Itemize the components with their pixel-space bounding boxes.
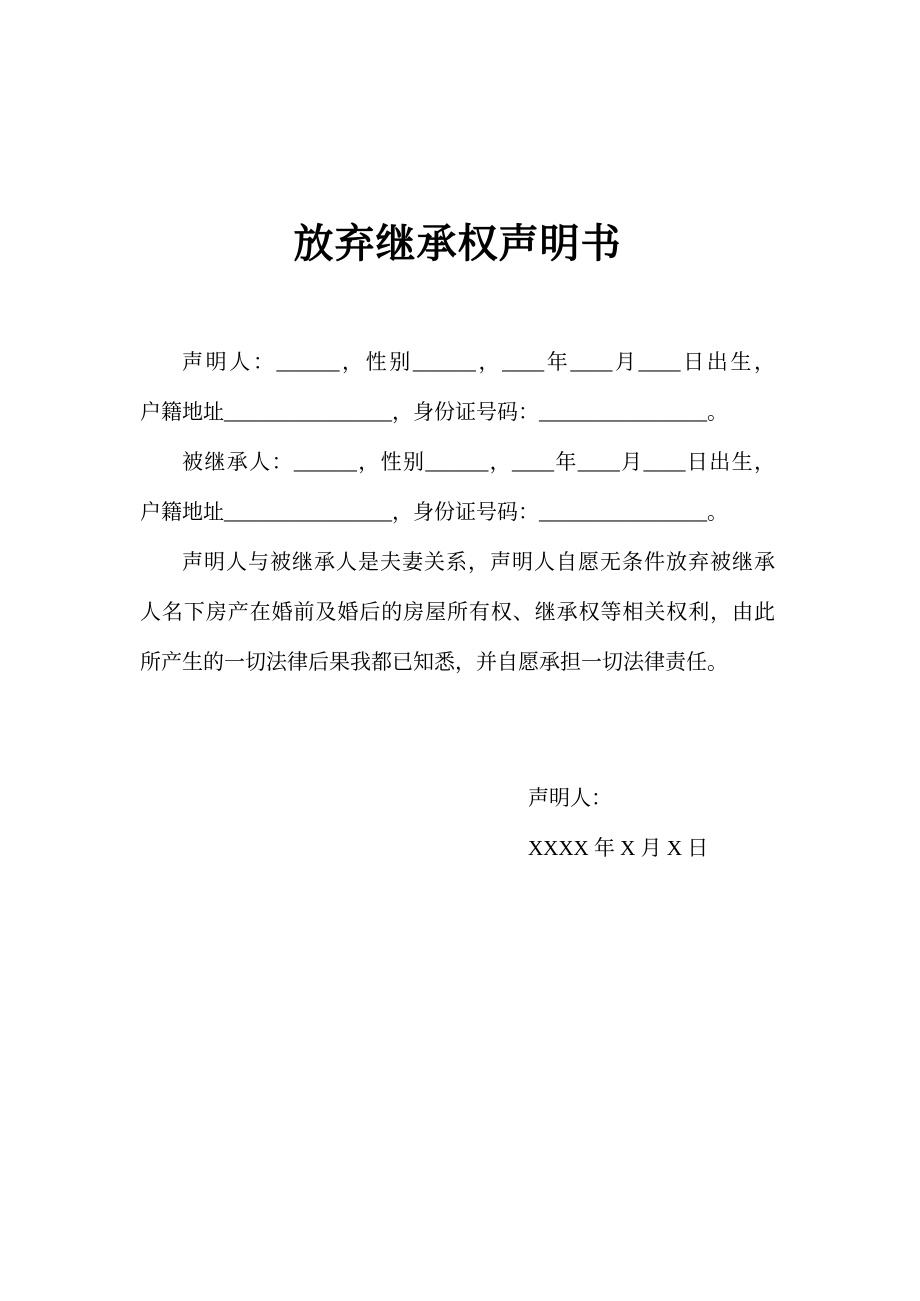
document-title: 放弃继承权声明书: [293, 221, 622, 266]
document-content: [0, 220, 920, 873]
declaration-body-line-1: 声明人与被继承人是夫妻关系，声明人自愿无条件放弃被继承: [182, 550, 775, 574]
decedent-info-line-1: 被继承人：______，性别______，____年____月____日出生，: [182, 450, 775, 474]
declaration-body-line-3: 所产生的一切法律后果我都已知悉，并自愿承担一切法律责任。: [140, 650, 728, 674]
signature-label: 声明人：: [528, 786, 612, 810]
declarant-info-line-1: 声明人：______，性别______，____年____月____日出生，: [182, 350, 775, 374]
declaration-body-line-2: 人名下房产在婚前及婚后的房屋所有权、继承权等相关权利，由此: [140, 600, 775, 624]
declarant-info-line-2: 户籍地址________________，身份证号码：________________。: [140, 400, 728, 424]
signature-date: XXXX 年 X 月 X 日: [528, 836, 709, 860]
document-body: [140, 337, 775, 687]
decedent-info-line-2: 户籍地址________________，身份证号码：________________。: [140, 500, 728, 524]
signature-block: [140, 773, 775, 873]
